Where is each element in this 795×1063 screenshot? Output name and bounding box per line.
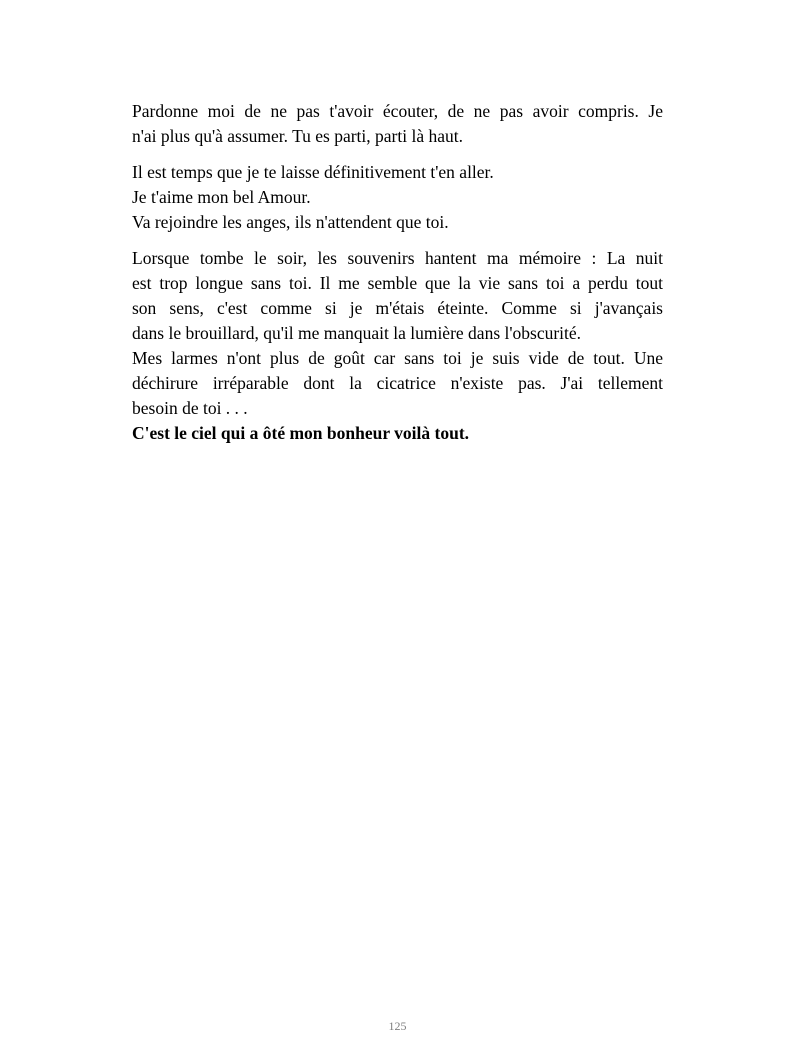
- text-line: Lorsque tombe le soir, les souvenirs hantent ma mémoire : La nuit: [132, 248, 663, 268]
- text-line: Il est temps que je te laisse définitivement t'en aller.: [132, 162, 494, 182]
- text-line: est trop longue sans toi. Il me semble que la vie sans toi a perdu tout: [132, 273, 663, 293]
- text-line: son sens, c'est comme si je m'étais éteinte. Comme si j'avançais: [132, 298, 663, 318]
- paragraph-farewell: [132, 160, 663, 235]
- closing-bold-line: C'est le ciel qui a ôté mon bonheur voilà tout.: [132, 423, 470, 443]
- text-line: Va rejoindre les anges, ils n'attendent que toi.: [132, 212, 449, 232]
- text-line: n'ai plus qu'à assumer. Tu es parti, parti là haut.: [132, 126, 463, 146]
- text-line: dans le brouillard, qu'il me manquait la lumière dans l'obscurité.: [132, 323, 582, 343]
- text-line: déchirure irréparable dont la cicatrice n'existe pas. J'ai tellement: [132, 373, 663, 393]
- body-text: [132, 99, 663, 457]
- text-line: Je t'aime mon bel Amour.: [132, 187, 311, 207]
- paragraph-apology: [132, 99, 663, 149]
- paragraph-memories: [132, 246, 663, 446]
- text-line: besoin de toi . . .: [132, 398, 248, 418]
- text-line: Mes larmes n'ont plus de goût car sans toi je suis vide de tout. Une: [132, 348, 663, 368]
- page-number: 125: [388, 1019, 407, 1033]
- text-line: Pardonne moi de ne pas t'avoir écouter, de ne pas avoir compris. Je: [132, 101, 663, 121]
